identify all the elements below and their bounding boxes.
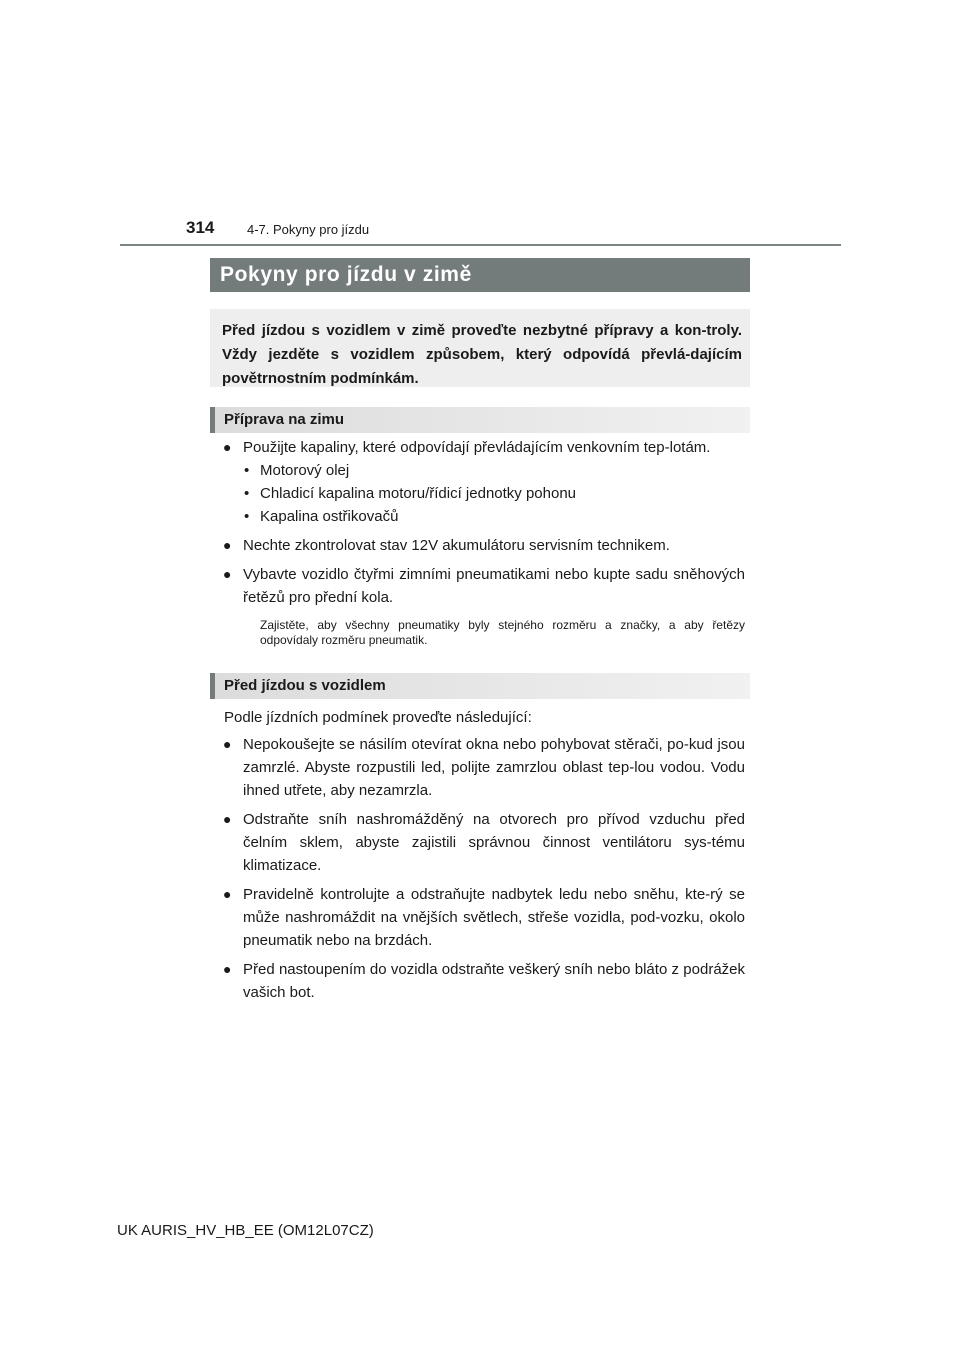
sub-bullet-icon: • [244,508,250,525]
list-item [222,733,745,802]
chapter-title: 4-7. Pokyny pro jízdu [247,222,370,237]
sub-list-item [222,505,745,528]
bullet-icon: ● [223,961,232,977]
list-item-text: Nepokoušejte se násilím otevírat okna nebo pohybovat stěrači, po-kud jsou zamrzlé. Abyste rozpustili led, polijte zamrzlou oblast tep-lou vodou. Vodu ihned utřete, aby nezamrzla. [243,736,745,799]
bullet-icon: ● [223,566,232,582]
sub-list-item [222,482,745,505]
list-item [222,436,745,459]
subheading-before-driving: Před jízdou s vozidlem [210,673,750,699]
list-item-text: Vybavte vozidlo čtyřmi zimními pneumatikami nebo kupte sadu sněhových řetězů pro přední kola. [243,566,745,606]
section-title: Pokyny pro jízdu v zimě [210,258,750,292]
intro-text: Před jízdou s vozidlem v zimě proveďte nezbytné přípravy a kon-troly. Vždy jezděte s vozidlem způsobem, který odpovídá převlá-dajícím povětrnostním podmínkám. [222,322,742,387]
lead-paragraph: Podle jízdních podmínek proveďte následující: [224,709,532,726]
bullet-icon: ● [223,736,232,752]
bullet-icon: ● [223,811,232,827]
list-item-text: Nechte zkontrolovat stav 12V akumulátoru servisním technikem. [243,537,670,554]
list-item [222,808,745,877]
list-item-text: Pravidelně kontrolujte a odstraňujte nadbytek ledu nebo sněhu, kte-rý se může nashromáždit na vnějších světlech, střeše vozidla, pod-vozku, okolo pneumatik nebo na brzdách. [243,886,745,949]
sub-list-item [222,459,745,482]
list-item-text: Použijte kapaliny, které odpovídají převládajícím venkovním tep-lotám. [243,439,711,456]
sub-list-item-text: Kapalina ostřikovačů [260,508,399,525]
list-item [222,883,745,952]
list-item-text: Odstraňte sníh nashromážděný na otvorech pro přívod vzduchu před čelním sklem, abyste zajistili správnou činnost ventilátoru sys-tému klimatizace. [243,811,745,874]
sub-list-item-text: Motorový olej [260,462,350,479]
header-rule [120,244,841,246]
footer-model-code: UK AURIS_HV_HB_EE (OM12L07CZ) [117,1222,374,1239]
sub-bullet-icon: • [244,485,250,502]
bullet-icon: ● [223,886,232,902]
list-item-text: Před nastoupením do vozidla odstraňte veškerý sníh nebo bláto z podrážek vašich bot. [243,961,745,1001]
bullet-icon: ● [223,439,232,455]
bullet-icon: ● [223,537,232,553]
before-driving-content [222,706,745,1004]
intro-box [210,309,750,387]
sub-bullet-icon: • [244,462,250,479]
list-item [222,563,745,609]
page-number: 314 [186,218,215,237]
note-text: Zajistěte, aby všechny pneumatiky byly stejného rozměru a značky, a aby řetězy odpovídaly rozměru pneumatik. [260,618,745,647]
list-item [222,534,745,557]
subheading-winter-prep: Příprava na zimu [210,407,750,433]
winter-prep-content [222,436,745,648]
list-item [222,958,745,1004]
sub-list-item-text: Chladicí kapalina motoru/řídicí jednotky pohonu [260,485,577,502]
